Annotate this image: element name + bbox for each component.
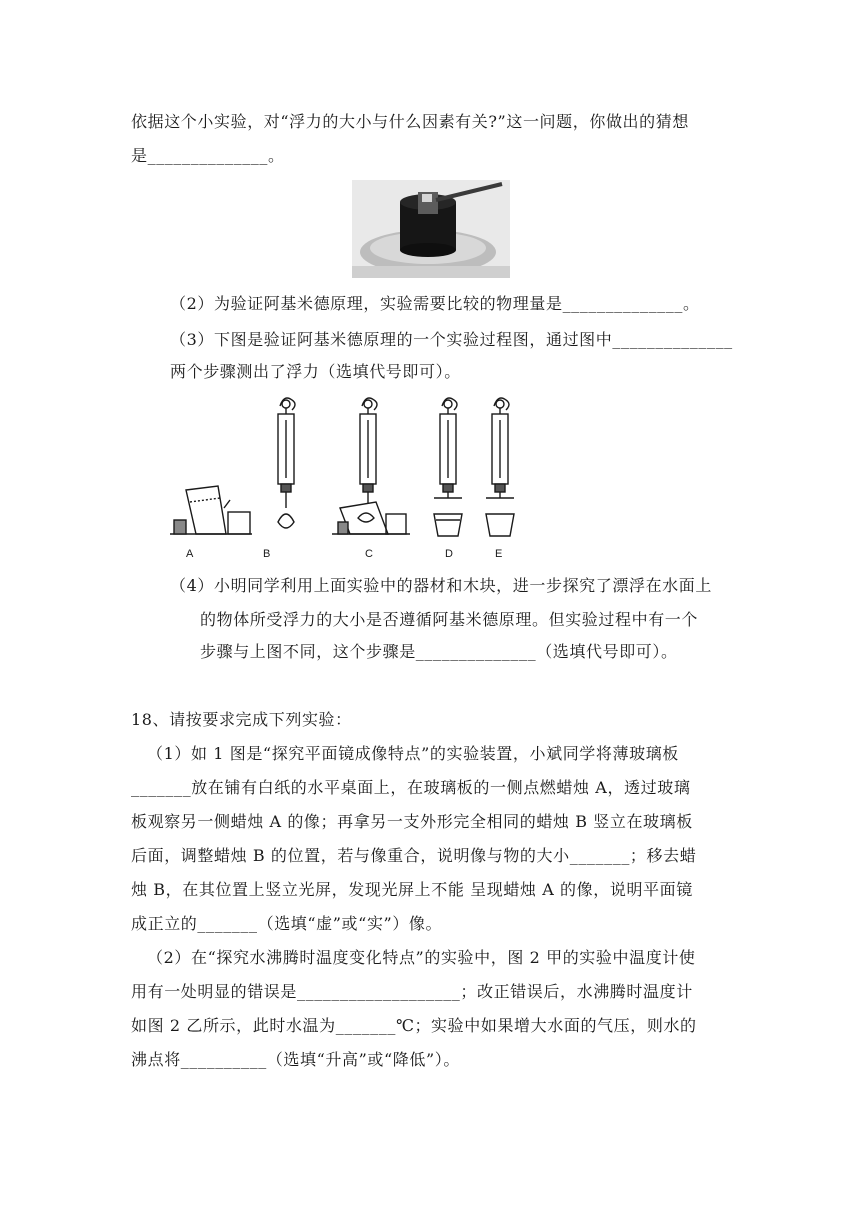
q18-part2-line-1: （2）在“探究水沸腾时温度变化特点”的实验中，图 2 甲的实验中温度计使 — [147, 948, 696, 967]
q18-part1-line-3: 板观察另一侧蜡烛 A 的像；再拿另一支外形完全相同的蜡烛 B 竖立在玻璃板 — [131, 812, 693, 831]
q18-part1-line-4: 后面，调整蜡烛 B 的位置，若与像重合，说明像与物的大小_______；移去蜡 — [131, 846, 697, 865]
q17-part3-line-2: 两个步骤测出了浮力（选填代号即可）。 — [170, 362, 461, 381]
figure-label-b: B — [263, 548, 271, 560]
q17-part3-line-1: （3）下图是验证阿基米德原理的一个实验过程图，通过图中______________ — [170, 330, 733, 349]
q18-part1-line-5: 烛 B，在其位置上竖立光屏，发现光屏上不能 呈现蜡烛 A 的像，说明平面镜 — [131, 880, 693, 899]
q17-guess-line-2: 是______________。 — [131, 146, 285, 165]
figure-label-a: A — [186, 548, 194, 560]
q18-part2-line-3: 如图 2 乙所示，此时水温为_______℃；实验中如果增大水面的气压，则水的 — [131, 1016, 697, 1035]
figure-label-e: E — [495, 548, 503, 560]
q17-part4-line-1: （4）小明同学利用上面实验中的器材和木块，进一步探究了漂浮在水面上 — [170, 576, 712, 595]
q17-part4-line-3: 步骤与上图不同，这个步骤是______________（选填代号即可）。 — [200, 642, 678, 661]
q17-guess-line-1: 依据这个小实验，对“浮力的大小与什么因素有关?”这一问题，你做出的猜想 — [131, 112, 689, 131]
figure-label-d: D — [445, 548, 453, 560]
q18-part2-line-4: 沸点将__________（选填“升高”或“降低”）。 — [131, 1050, 460, 1069]
q17-part2: （2）为验证阿基米德原理，实验需要比较的物理量是______________。 — [170, 294, 700, 313]
q18-part1-line-2: _______放在铺有白纸的水平桌面上，在玻璃板的一侧点燃蜡烛 A，透过玻璃 — [131, 778, 691, 797]
q18-part1-line-6: 成正立的_______（选填“虚”或“实”）像。 — [131, 914, 443, 933]
q18-title: 18、请按要求完成下列实验： — [131, 710, 352, 729]
q18-part2-line-2: 用有一处明显的错误是___________________；改正错误后，水沸腾时温度计 — [131, 982, 693, 1001]
archimedes-steps-figure — [168, 390, 530, 566]
figure-label-c: C — [365, 548, 373, 560]
q18-part1-line-1: （1）如 1 图是“探究平面镜成像特点”的实验装置，小斌同学将薄玻璃板 — [147, 744, 679, 763]
experiment-photo — [352, 180, 510, 278]
q17-part4-line-2: 的物体所受浮力的大小是否遵循阿基米德原理。但实验过程中有一个 — [200, 610, 699, 629]
